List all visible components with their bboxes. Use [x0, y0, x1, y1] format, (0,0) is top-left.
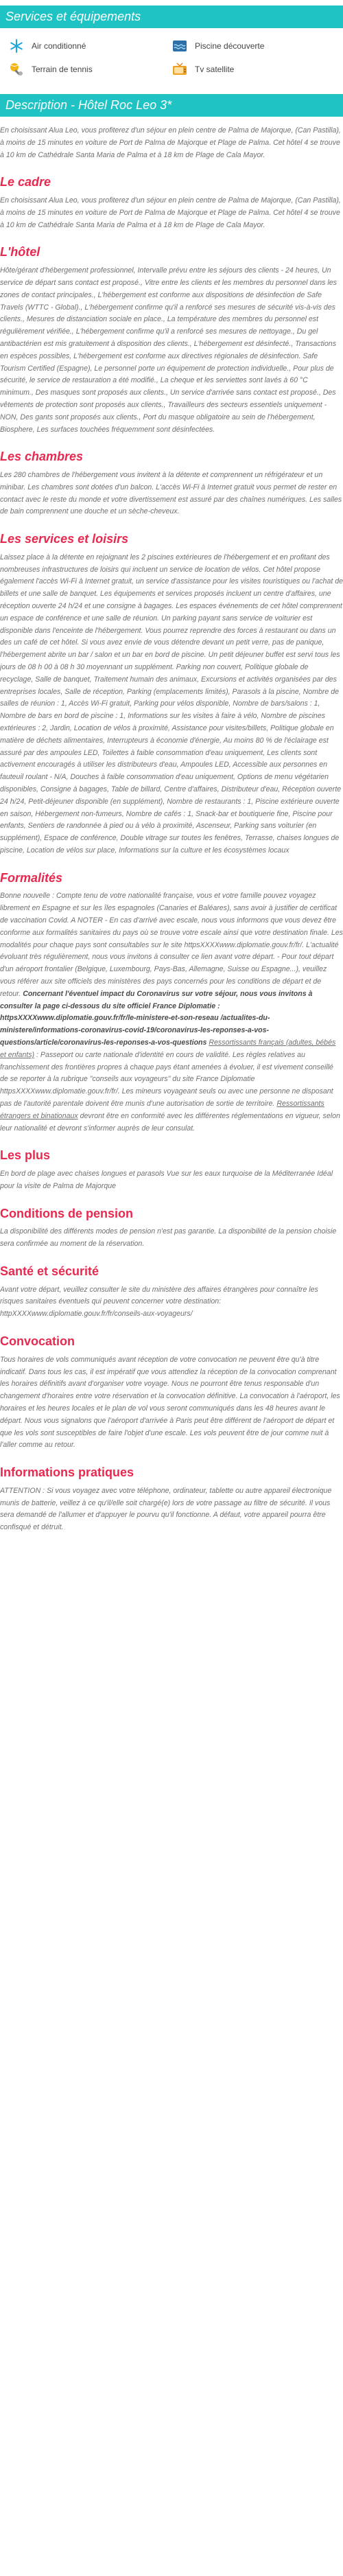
section-pratiques: [0, 1465, 343, 1534]
section-text: En bord de plage avec chaises longues et parasols Vue sur les eaux turquoise de la Méditerranée Idéal pour la visite de Palma de Majorque: [0, 1170, 333, 1190]
section-title: Conditions de pension: [0, 1206, 133, 1220]
formalites-part-1: Bonne nouvelle : Compte tenu de votre nationalité française, vous et votre famille pouvez voyagez librement en Espagne et sur les îles espagnoles (Canaries et Baléares), sans avoir à justifier de certificat de vaccination Covid. A NOTER - En cas d'arrivé avec escale, nous vous informons que vous devez être conforme aux formalités sanitaires du pays où se trouve votre escale ainsi que votre destination finale. Les modalités pour chaque pays sont consultables sur le site httpsXXXXwww.diplomatie.gouv.fr/fr/. L'actualité évoluant très régulièrement, nous vous invitons à consulter ce lien avant votre départ. - Pour tout départ d'un aéroport frontalier (Belgique, Luxembourg, Pays-Bas, Allemagne, Suisse ou Espagne...), veuillez vous référer aux site officiels des ministères des pays concernés pour les conditions de départ et de retour.: [0, 892, 343, 998]
section-pension: [0, 1207, 343, 1251]
section-title: Santé et sécurité: [0, 1264, 99, 1278]
section-title: Les chambres: [0, 450, 84, 464]
formalites-covid-notice: Concernant l'éventuel impact du Coronavirus sur votre séjour, nous vous invitons à consulter la page ci-dessous du site officiel France Diplomatie : httpsXXXXwww.diplomatie.gouv.fr/fr/le-ministere-et-son-reseau /actualites-du-ministere/informations-coronavirus-covid-19/coronavirus-les-reponses-a-vos-questions/article/coronavirus-les-reponses-a-vos-questions: [0, 989, 313, 1047]
section-chambres: [0, 450, 343, 518]
equipment-item-tv: [172, 61, 335, 78]
snowflake-icon: [8, 38, 25, 54]
equipment-item-tennis: [8, 61, 172, 78]
section-text: Laissez place à la détente en rejoignant les 2 piscines extérieures de l'hébergement et en profitant des nombreuses infrastructures de loisirs qui incluent un service de location de vélos. Cet hôtel propose également l'accès Wi-Fi à Internet gratuit, un service d'assistance pour les visites touristiques ou l'achat de billets et une salle de banquet. Les équipements et services proposés incluent un centre d'affaires, une réception ouverte 24 h/24 et une consigne à bagages. Les espaces événements de cet hôtel comprennent un espace de conférence et une salle de réunion. Un parking payant sans service de voiturier est disponible dans l'enceinte de l'hébergement. Vous pourrez reprendre des forces à restaurant ou dans un des un café de cet hôtel. Si vous avez envie de vous détendre devant un petit verre, pas de panique, l'hébergement abrite un bar / salon et un bar en bord de piscine. Un petit déjeuner buffet est servi tous les jours de 08 h 00 à 08 h 30 moyennant un supplément. Parking non couvert, Politique globale de recyclage, Salle de banquet, Traitement humain des animaux, Excursions et activités organisées par des entreprises locales, Salle de réception, Parking (emplacements limités), Parasols à la piscine, Nombre de salles de réunion : 1, Accès Wi-Fi gratuit, Parking pour vélos disponible, Nombre de bars/salons : 1, Nombre de bars en bord de piscine : 1, Informations sur les visites à faire à vélo, Nombre de piscines extérieures : 2, Jardin, Location de vélos à proximité, Assistance pour visites/billets, Politique globale en matière de déchets alimentaires, Interrupteurs à économie d'énergie, Au moins 80 % de l'éclairage est assuré par des ampoules LED, Toilettes à faible consommation d'eau uniquement, Les clients sont activement encouragés à utiliser les distributeurs d'eau, Ampoules LED, Accessible aux personnes en fauteuil roulant - N/A, Douches à faible consommation d'eau uniquement, Options de menu végétarien disponibles, Consigne à bagages, Table de billard, Centre d'affaires, Distributeur d'eau, Réception ouverte 24 h/24, Petit-déjeuner disponible (en supplément), Nombre de restaurants : 1, Piscine extérieure ouverte en saison, Hébergement non-fumeurs, Nombre de cafés : 1, Snack-bar et boutiquerie fine, Piscine pour enfants, Sentiers de randonnée à pied ou à vélo à proximité, Ascenseur, Parking sans voiturier (en supplément), Espace de conférence, Double vitrage sur toutes les fenêtres, Terrasse, chaises longues de piscine, Location de vélos sur place, Informations sur la culture et les écosystèmes locaux: [0, 553, 343, 855]
tennis-icon: [8, 61, 25, 78]
section-formalites: [0, 871, 343, 1135]
tv-icon: [172, 61, 188, 78]
formalites-part-4: devront être en conformité avec les différentes réglementations en vigueur, selon leur nationalité et devront s'informer auprès de leur consulat.: [0, 1111, 340, 1133]
pool-icon: [172, 38, 188, 54]
equipment-banner: Services et équipements: [0, 5, 343, 28]
page: [0, 5, 343, 1548]
description-banner: Description - Hôtel Roc Leo 3*: [0, 94, 343, 117]
section-text: La disponibilité des différents modes de pension n'est pas garantie. La disponibilité de la pension choisie sera confirmée au moment de la réservation.: [0, 1227, 337, 1249]
section-title: Les services et loisirs: [0, 532, 129, 546]
section-title: Le cadre: [0, 175, 51, 189]
section-text: Hôte/gérant d'hébergement professionnel, Intervalle prévu entre les séjours des clients - 24 heures, Un service de départ sans contact est proposé., Vitre entre les clients et les membres du personnel dans les zones de contact principales., L'hébergement est conforme aux dispositions de désinfection de Safe Travels (WTTC - Global)., L'hébergement confirme qu'il a renforcé ses mesures de sécurité vis-à-vis des clients., Mesures de distanciation sociale en place., La température des membres du personnel est régulièrement vérifiée., L'hébergement confirme qu'il a renforcé ses mesures de nettoyage., Du gel antibactérien est mis gratuitement à disposition des clients., L'hébergement est désinfecté., Transactions en espèces possibles, L'hébergement est conforme aux directives régionales de désinfection. Safe Tourism Certified (Espagne), Le personnel porte un équipement de protection individuelle., Pour plus de sécurité, le service de restauration a été modifié., La cheque et les serviettes sont lavés à 60 °C minimum., Des masques sont proposés aux clients., Un service d'arrivée sans contact est proposé., Des vêtements de protection sont proposés aux clients., Travailleurs des secteurs essentiels uniquement - NON, Des gants sont proposés aux clients., Port du masque obligatoire au sein de l'hébergement, Biosphere, Les surfaces touchées fréquemment sont désinfectées.: [0, 266, 337, 434]
section-title: Convocation: [0, 1334, 75, 1349]
section-services: [0, 532, 343, 857]
section-text: Les 280 chambres de l'hébergement vous invitent à la détente et comprennent un réfrigérateur et un minibar. Les chambres sont dotées d'un balcon. L'accès Wi-Fi à Internet gratuit vous permet de rester en contact avec le reste du monde et votre divertissement est assuré par des chaînes numériques. Les salles de bain comprennent une douche et un sèche-cheveux.: [0, 471, 342, 516]
equipment-label: Tv satellite: [195, 65, 235, 74]
formalites-link-french[interactable]: Ressortissants français (adultes, bébés et enfants): [0, 1038, 336, 1059]
section-title: L'hôtel: [0, 245, 40, 259]
section-title: Formalités: [0, 870, 63, 885]
section-text: ATTENTION : Si vous voyagez avec votre téléphone, ordinateur, tablette ou autre appareil électronique munis de batterie, veillez à ce qu'il/elle soit chargé(e) lors de votre passage au filtre de sécurité. Il vous sera demandé de l'allumer et d'appuyer le pourvu qu'il fonctionne. A défaut, votre appareil pourra être confisqué et détruit.: [0, 1486, 332, 1532]
section-text: En choisissant Alua Leo, vous profiterez d'un séjour en plein centre de Palma de Majorque, (Can Pastilla), à moins de 15 minutes en voiture de Port de Palma de Majorque et Plage de Palma. Cet hôtel 4 se trouve à 10 km de Cathédrale Santa Maria de Palma et à 18 km de Plage de Cala Mayor.: [0, 196, 341, 229]
section-convocation: [0, 1334, 343, 1452]
section-text: Avant votre départ, veuillez consulter le site du ministère des affaires étrangères pour connaître les risques sanitaires éventuels qui peuvent concerner votre destination: httpXXXXwww.diplomatie.gouv.fr/fr/conseils-aux-voyageurs/: [0, 1285, 318, 1319]
section-hotel: [0, 245, 343, 436]
formalites-part-3: : Passeport ou carte nationale d'identité en cours de validité. Les règles relatives au franchissement des frontières propres à chaque pays étant amenées à évoluer, il est vivement conseillé de se reporter à la rubrique "conseils aux voyageurs" du site France Diplomatie httpsXXXXwww.diplomatie.gouv.fr/fr/. Les mineurs voyageant seuls ou avec une personne ne disposant pas de l'autorité parentale doivent être munis d'une autorisation de sortie de territoire.: [0, 1050, 333, 1109]
equipment-label: Piscine découverte: [195, 41, 265, 51]
equipment-label: Air conditionné: [32, 41, 86, 51]
formalites-text: [0, 890, 343, 1135]
formalites-link-foreign[interactable]: Ressortissants étrangers et binationaux: [0, 1100, 324, 1120]
section-sante: [0, 1264, 343, 1321]
equipment-grid: [0, 28, 343, 84]
description-intro: En choisissant Alua Leo, vous profiterez d'un séjour en plein centre de Palma de Majorque, (Can Pastilla), à moins de 15 minutes en voiture de Port de Palma de Majorque et Plage de Palma. Cet hôtel 4 se trouve à 10 km de Cathédrale Santa Maria de Palma et à 18 km de Plage de Cala Mayor.: [0, 126, 341, 159]
equipment-item-air-conditioning: [8, 38, 172, 54]
section-cadre: [0, 175, 343, 231]
section-text: Tous horaires de vols communiqués avant réception de votre convocation ne peuvent être qu'à titre indicatif. Dans tous les cas, il est impératif que vous attendiez la réception de la convocation comprenant les horaires définitifs avant d'organiser votre voyage. Nous ne pourront être tenus responsable d'un changement d'horaires entre votre réservation et la convocation définitive. La convocation à l'aéroport, les horaires et les heures locales et le plan de vol vous seront communiqués dans les 48 heures avant le départ. Nous vous signalons que l'aéroport d'arrivée à Paris peut être différent de l'aéroport de départ et que les vols sont susceptibles de faire l'objet d'une escale. Les vols peuvent être de jour comme nuit à l'aller comme au retour.: [0, 1355, 340, 1450]
equipment-item-pool: [172, 38, 335, 54]
section-plus: [0, 1148, 343, 1192]
equipment-label: Terrain de tennis: [32, 65, 93, 74]
section-title: Informations pratiques: [0, 1465, 134, 1480]
section-title: Les plus: [0, 1148, 51, 1163]
